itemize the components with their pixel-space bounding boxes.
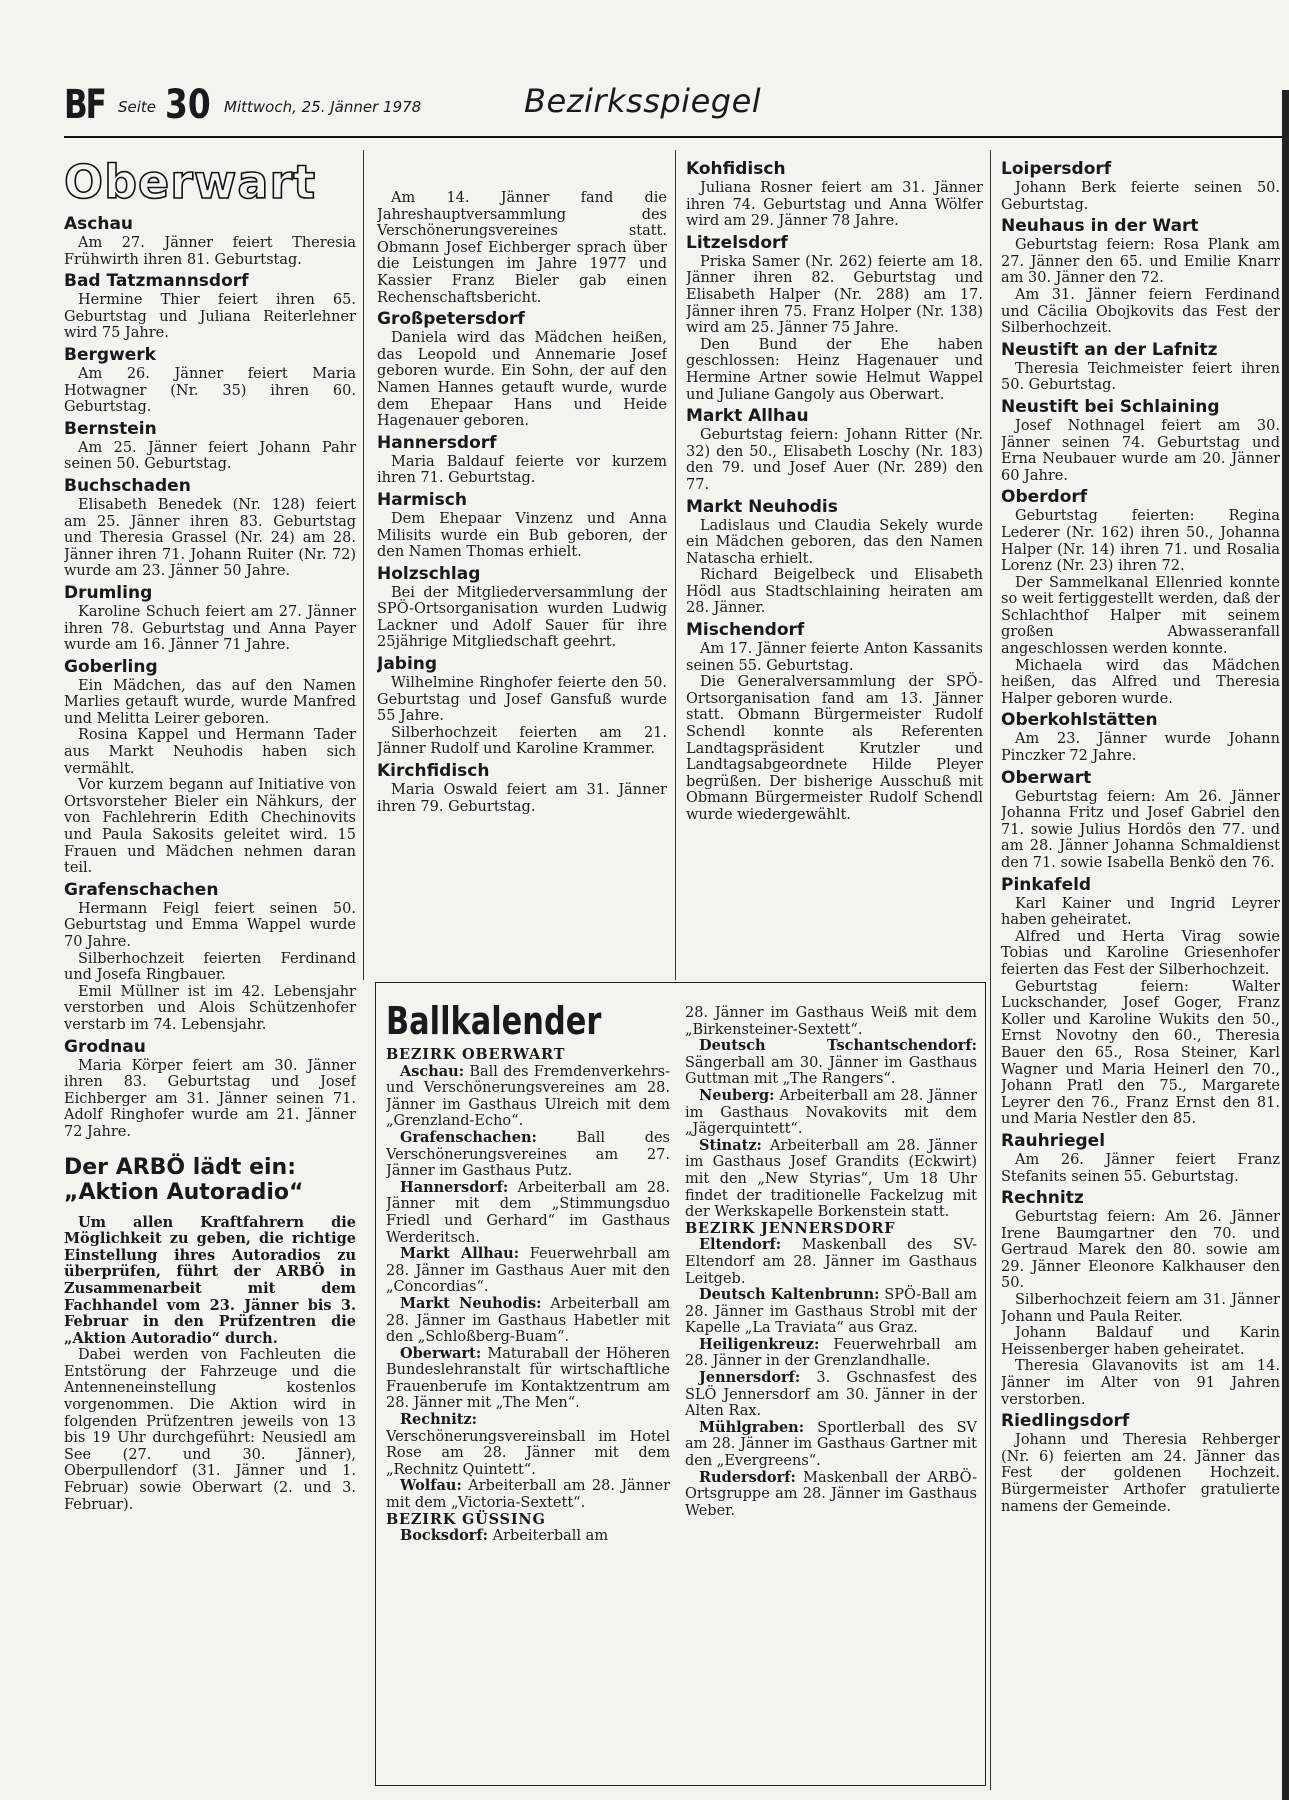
- place-heading: Rauhriegel: [1001, 1130, 1106, 1151]
- place-heading: Kirchfidisch: [377, 761, 490, 782]
- newspaper-logo: BF: [64, 82, 105, 128]
- column-3: [686, 156, 983, 976]
- news-paragraph: Am 17. Jänner feierte Anton Kassanits seinen 55. Geburtstag.: [686, 641, 983, 674]
- news-paragraph: Karl Kainer und Ingrid Leyrer haben geheiratet.: [1001, 895, 1280, 929]
- issue-date: Mittwoch, 25. Jänner 1978: [224, 98, 422, 116]
- ballkalender-title: Ballkalender: [386, 999, 602, 1043]
- place-heading: Bernstein: [64, 418, 157, 439]
- news-paragraph: Silberhochzeit feierten am 21. Jänner Rudolf und Karoline Krammer.: [377, 724, 667, 758]
- place-heading: Aschau: [64, 214, 134, 234]
- place-heading: Markt Neuhodis: [686, 496, 838, 517]
- place-heading: Markt Allhau: [686, 406, 809, 427]
- event-place: Aschau:: [400, 1062, 465, 1080]
- news-paragraph: Silberhochzeit feiern am 31. Jänner Johann und Paula Reiter.: [1001, 1292, 1280, 1325]
- news-paragraph: Emil Müllner ist im 42. Lebensjahr verstorben und Alois Schützenhofer verstarb im 74. Lebensjahr.: [64, 983, 356, 1033]
- event-text: Arbeiterball am 28. Jänner im Gasthaus Josef Grandits (Eckwirt) mit den „New Styrias“, Um 18 Uhr findet der traditionelle Fackelzug mit der Werkskapelle Borkenstein statt.: [685, 1137, 977, 1221]
- ballkalender-right: [685, 1005, 977, 1781]
- news-paragraph: Bei der Mitgliederversammlung der SPÖ-Ortsorganisation wurden Ludwig Lackner und Adolf Sauer für ihre 25jährige Mitgliedschaft geehrt.: [377, 584, 667, 651]
- event-text: Sängerball am 30. Jänner im Gasthaus Guttman mit „The Rangers“.: [685, 1054, 977, 1088]
- ball-event: [386, 1346, 670, 1412]
- ball-event: [386, 1412, 670, 1478]
- place-heading: Hannersdorf: [377, 432, 497, 453]
- place-heading: Neuhaus in der Wart: [1001, 216, 1199, 237]
- news-paragraph: Theresia Teichmeister feiert ihren 50. Geburtstag.: [1001, 360, 1280, 394]
- event-place: Rudersdorf:: [699, 1468, 796, 1486]
- event-place: Rechnitz:: [400, 1411, 477, 1429]
- event-text: Maturaball der Höheren Bundeslehranstalt für wirtschaftliche Frauenberufe im Kontaktzentrum am 28. Jänner mit „The Men“.: [386, 1345, 670, 1412]
- news-paragraph: Josef Nothnagel feiert am 30. Jänner seinen 74. Geburtstag und Erna Neubauer wurde am 20. Jänner 60 Jahre.: [1001, 417, 1280, 484]
- news-paragraph: Theresia Glavanovits ist am 14. Jänner im Alter von 91 Jahren verstorben.: [1001, 1358, 1280, 1408]
- news-paragraph: Juliana Rosner feiert am 31. Jänner ihren 74. Geburtstag und Anna Wölfer wird am 29. Jänner 78 Jahre.: [686, 180, 983, 230]
- page-label: Seite: [118, 98, 157, 116]
- district-subheading: BEZIRK JENNERSDORF: [685, 1219, 896, 1237]
- event-text: Arbeiterball am: [492, 1528, 609, 1545]
- event-place: Neuberg:: [699, 1086, 775, 1104]
- event-place: Mühlgraben:: [699, 1418, 805, 1436]
- news-paragraph: Michaela wird das Mädchen heißen, das Alfred und Theresia Halper geboren wurde.: [1001, 657, 1280, 707]
- event-place: Oberwart:: [400, 1344, 482, 1362]
- event-text: SPÖ-Ball am 28. Jänner im Gasthaus Strobl mit der Kapelle „La Traviata“ aus Graz.: [685, 1287, 977, 1337]
- event-text: Feuerwehrball am 28. Jänner im Gasthaus Auer mit den „Concordias“.: [386, 1246, 670, 1296]
- ball-event: [685, 1138, 977, 1221]
- news-paragraph: Priska Samer (Nr. 262) feierte am 18. Jänner ihren 82. Geburtstag und Elisabeth Halper (Nr. 288) am 17. Jänner ihren 75. Franz Holper (Nr. 138) wird am 25. Jänner 75 Jahre.: [686, 253, 983, 337]
- event-text: Feuerwehrball am 28. Jänner in der Grenzlandhalle.: [685, 1336, 977, 1370]
- place-heading: Jabing: [377, 654, 438, 675]
- page-header: [64, 82, 1274, 126]
- ball-event: [685, 1470, 977, 1520]
- place-heading: Riedlingsdorf: [1001, 1411, 1130, 1432]
- news-paragraph: Elisabeth Benedek (Nr. 128) feiert am 25. Jänner ihren 83. Geburtstag und Theresia Grassel (Nr. 24) am 28. Jänner ihren 71. Johann Ruiter (Nr. 72) wurde am 23. Jänner 50 Jahre.: [64, 496, 356, 580]
- event-text: Sportlerball des SV am 28. Jänner im Gasthaus Gartner mit den „Evergreens“.: [685, 1419, 977, 1470]
- news-paragraph: Daniela wird das Mädchen heißen, das Leopold und Annemarie Josef geboren wurde. Ein Sohn, der auf den Namen Hannes getauft wurde, wurde dem Ehepaar Hans und Heide Hagenauer geboren.: [377, 330, 667, 430]
- ballkalender-left: [386, 989, 670, 1779]
- place-heading: Harmisch: [377, 489, 467, 510]
- entries: [1001, 159, 1280, 1515]
- news-paragraph: Geburtstag feiern: Walter Luckschander, Josef Goger, Franz Koller und Karoline Wukits den 50., Ernst Novotny den 60., Theresia Bauer den 65., Rosa Steiner, Karl Wagner und Maria Heinerl den 70., Johann Pratl den 75., Margarete Leyrer den 76., Franz Ernst den 81. und Maria Nestler den 85.: [1001, 978, 1280, 1128]
- district-title: Oberwart: [64, 156, 317, 209]
- place-heading: Oberkohlstätten: [1001, 710, 1158, 731]
- event-place: Hannersdorf:: [400, 1178, 509, 1196]
- event-place: Jennersdorf:: [699, 1369, 801, 1387]
- column-oberwart: [64, 156, 356, 1796]
- news-paragraph: Johann Baldauf und Karin Heissenberger haben geheiratet.: [1001, 1325, 1280, 1358]
- news-paragraph: Den Bund der Ehe haben geschlossen: Heinz Hagenauer und Hermine Artner sowie Helmut Wappel und Juliane Gangoly aus Oberwart.: [686, 336, 983, 403]
- place-heading: Bergwerk: [64, 344, 156, 365]
- news-paragraph: Hermann Feigl feiert seinen 50. Geburtstag und Emma Wappel wurde 70 Jahre.: [64, 900, 356, 950]
- news-paragraph: Der Sammelkanal Ellenried konnte so weit fertiggestellt werden, daß der Schlachthof Halper mit seinem großen Abwasseranfall angeschlossen werden konnte.: [1001, 574, 1280, 658]
- intro-paragraph: Am 14. Jänner fand die Jahreshauptversammlung des Verschönerungsvereines statt. Obmann Josef Eichberger sprach über die Leistungen im Jahre 1977 und Kassier Franz Bieler gab einen Rechenschaftsbericht.: [377, 190, 667, 306]
- column-divider: [675, 150, 676, 980]
- place-heading: Grodnau: [64, 1036, 146, 1057]
- place-heading: Kohfidisch: [686, 159, 786, 179]
- news-paragraph: Am 23. Jänner wurde Johann Pinczker 72 Jahre.: [1001, 731, 1280, 765]
- news-paragraph: Geburtstag feierten: Regina Lederer (Nr. 162) ihren 50., Johanna Halper (Nr. 14) ihren 71. und Rosalia Lorenz (Nr. 23) ihren 72.: [1001, 508, 1280, 575]
- ball-event: [386, 1296, 670, 1346]
- place-heading: Litzelsdorf: [686, 232, 788, 253]
- event-place: Deutsch Kaltenbrunn:: [699, 1286, 880, 1304]
- place-heading: Holzschlag: [377, 563, 481, 584]
- event-text: Arbeiterball am 28. Jänner mit dem „Stimmungsduo Friedl und Gerhard“ im Gasthaus Werderitsch.: [386, 1179, 670, 1246]
- ball-event-continued: 28. Jänner im Gasthaus Weiß mit dem „Birkensteiner-Sextett“.: [685, 1005, 977, 1038]
- place-heading: Mischendorf: [686, 620, 805, 641]
- event-place: Deutsch Tschantschendorf:: [699, 1037, 977, 1055]
- event-place: Heiligenkreuz:: [699, 1335, 820, 1353]
- page-number: 30: [165, 82, 211, 128]
- event-text: Ball des Fremdenverkehrs- und Verschönerungsvereines am 28. Jänner im Gasthaus Ulreich mit dem „Grenzland-Echo“.: [386, 1063, 670, 1130]
- place-heading: Großpetersdorf: [377, 309, 525, 330]
- event-place: Stinatz:: [699, 1136, 762, 1154]
- district-subheading: BEZIRK OBERWART: [386, 1046, 566, 1063]
- event-place: Wolfau:: [400, 1477, 462, 1495]
- arbo-body: Dabei werden von Fachleuten die Entstörung der Fahrzeuge und die Antenneneinstellung kostenlos vorgenommen. Die Aktion wird in folgenden Prüfzentren jeweils von 13 bis 19 Uhr durchgeführt: Neusiedl am See (27. und 30. Jänner), Oberpullendorf (31. Jänner und 1. Februar) sowie Oberwart (2. und 3. Februar).: [64, 1347, 356, 1513]
- header-rule: [64, 136, 1282, 138]
- news-paragraph: Am 25. Jänner feiert Johann Pahr seinen 50. Geburtstag.: [64, 439, 356, 473]
- column-2: [377, 190, 667, 975]
- column-divider: [363, 150, 364, 980]
- place-heading: Pinkafeld: [1001, 874, 1092, 895]
- ball-event: [386, 1246, 670, 1296]
- news-paragraph: Karoline Schuch feiert am 27. Jänner ihren 78. Geburtstag und Anna Payer wurde am 16. Jänner 71 Jahre.: [64, 603, 356, 654]
- news-paragraph: Ein Mädchen, das auf den Namen Marlies getauft wurde, wurde Manfred und Melitta Leirer geboren.: [64, 677, 356, 727]
- news-paragraph: Richard Beigelbeck und Elisabeth Hödl aus Stadtschlaining heiraten am 28. Jänner.: [686, 567, 983, 617]
- column-4: [1001, 156, 1280, 1796]
- news-paragraph: Maria Baldauf feierte vor kurzem ihren 71. Geburtstag.: [377, 453, 667, 487]
- event-text: Arbeiterball am 28. Jänner mit dem „Victoria-Sextett“.: [386, 1478, 670, 1512]
- news-paragraph: Geburtstag feiern: Am 26. Jänner Johanna Fritz und Josef Gabriel den 71. sowie Julius Hordös den 77. und am 28. Jänner Johanna Schmaldienst den 71. sowie Isabella Benkö den 76.: [1001, 788, 1280, 871]
- news-paragraph: Hermine Thier feiert ihren 65. Geburtstag und Juliana Reiterlehner wird 75 Jahre.: [64, 292, 356, 342]
- place-heading: Loipersdorf: [1001, 159, 1112, 179]
- news-paragraph: Dem Ehepaar Vinzenz und Anna Milisits wurde ein Bub geboren, der den Namen Thomas erhielt.: [377, 510, 667, 561]
- place-heading: Bad Tatzmannsdorf: [64, 271, 249, 292]
- arbo-lead: Um allen Kraftfahrern die Möglichkeit zu geben, die richtige Einstellung ihres Autoradios zu überprüfen, führt der ARBÖ in Zusammenarbeit mit dem Fachhandel vom 23. Jänner bis 3. Februar in den Prüfzentren die „Aktion Autoradio“ durch.: [64, 1213, 356, 1347]
- section-title: Bezirksspiegel: [524, 82, 762, 120]
- event-place: Markt Neuhodis:: [400, 1294, 542, 1312]
- place-heading: Neustift bei Schlaining: [1001, 396, 1220, 417]
- event-text: Arbeiterball am 28. Jänner im Gasthaus Habetler mit den „Schloßberg-Buam“.: [386, 1295, 670, 1346]
- news-paragraph: Johann und Theresia Rehberger (Nr. 6) feierten am 24. Jänner das Fest der goldenen Hochzeit. Bürgermeister Arthofer gratulierte namens der Gemeinde.: [1001, 1432, 1280, 1515]
- page-edge-bar: [1282, 90, 1289, 1800]
- news-paragraph: Am 26. Jänner feiert Maria Hotwagner (Nr. 35) ihren 60. Geburtstag.: [64, 365, 356, 416]
- event-text: Arbeiterball am 28. Jänner im Gasthaus Novakovits mit dem „Jägerquintett“.: [685, 1087, 977, 1138]
- news-paragraph: Am 26. Jänner feiert Franz Stefanits seinen 55. Geburtstag.: [1001, 1151, 1280, 1185]
- event-place: Eltendorf:: [699, 1236, 782, 1254]
- news-paragraph: Maria Körper feiert am 30. Jänner ihren 83. Geburtstag und Josef Eichberger am 31. Jänner seinen 71. Adolf Ringhofer wurde am 21. Jänner 72 Jahre.: [64, 1057, 356, 1140]
- news-paragraph: Geburtstag feiern: Rosa Plank am 27. Jänner den 65. und Emilie Knarr am 30. Jänner den 72.: [1001, 237, 1280, 287]
- news-paragraph: Rosina Kappel und Hermann Tader aus Markt Neuhodis haben sich vermählt.: [64, 727, 356, 777]
- ball-event: [386, 1528, 670, 1545]
- event-text: Ball des Verschönerungsvereines am 27. Jänner im Gasthaus Putz.: [386, 1129, 670, 1180]
- place-heading: Buchschaden: [64, 475, 191, 496]
- news-paragraph: Ladislaus und Claudia Sekely wurde ein Mädchen geboren, das den Namen Natascha erhielt.: [686, 517, 983, 567]
- event-text: 3. Gschnasfest des SLÖ Jennersdorf am 30. Jänner in der Alten Rax.: [685, 1370, 977, 1420]
- news-paragraph: Geburtstag feiern: Johann Ritter (Nr. 32) den 50., Elisabeth Loschy (Nr. 183) den 79. und Josef Auer (Nr. 289) den 77.: [686, 427, 983, 493]
- event-text: Verschönerungsvereinsball im Hotel Rose am 28. Jänner mit dem „Rechnitz Quintett“.: [386, 1428, 670, 1478]
- event-text: Maskenball des SV-Eltendorf am 28. Jänner im Gasthaus Leitgeb.: [685, 1237, 977, 1287]
- place-heading: Oberdorf: [1001, 487, 1088, 508]
- ball-event: [386, 1478, 670, 1511]
- ballkalender-box: [375, 982, 986, 1786]
- news-paragraph: Alfred und Herta Virag sowie Tobias und Karoline Griesenhofer feierten das Fest der Silberhochzeit.: [1001, 928, 1280, 978]
- event-place: Bocksdorf:: [400, 1527, 489, 1545]
- ball-event: [685, 1337, 977, 1370]
- news-paragraph: Vor kurzem begann auf Initiative von Ortsvorsteher Bieler ein Nähkurs, der von Fachlehrerin Edith Chechinovits und Paula Sakosits geleitet wird. 15 Frauen und Mädchen nehmen daran teil.: [64, 777, 356, 877]
- place-heading: Rechnitz: [1001, 1188, 1084, 1209]
- place-heading: Drumling: [64, 582, 153, 603]
- news-paragraph: Silberhochzeit feierten Ferdinand und Josefa Ringbauer.: [64, 950, 356, 984]
- ball-event: [386, 1130, 670, 1180]
- ball-event: [685, 1038, 977, 1088]
- column-divider: [990, 150, 991, 1790]
- news-paragraph: Am 31. Jänner feiern Ferdinand und Cäcilia Obojkovits das Fest der Silberhochzeit.: [1001, 286, 1280, 337]
- news-paragraph: Wilhelmine Ringhofer feierte den 50. Geburtstag und Josef Gansfuß wurde 55 Jahre.: [377, 675, 667, 725]
- ball-list: [685, 1005, 977, 1519]
- news-paragraph: Die Generalversammlung der SPÖ-Ortsorganisation fand am 13. Jänner statt. Obmann Bürgermeister Rudolf Schendl konnte als Referenten Landtagspräsident Krutzler und Landtagsabgeordnete Hilde Pleyer begrüßen. Der bisherige Ausschuß mit Obmann Bürgermeister Rudolf Schendl wurde wiedergewählt.: [686, 674, 983, 823]
- event-place: Grafenschachen:: [400, 1128, 537, 1146]
- entries: [686, 159, 983, 824]
- place-heading: Goberling: [64, 656, 158, 677]
- news-paragraph: Geburtstag feiern: Am 26. Jänner Irene Baumgartner den 70. und Gertraud Marek den 80. sowie am 29. Jänner Eleonore Kalkhauser den 50.: [1001, 1209, 1280, 1292]
- ball-event: [685, 1287, 977, 1337]
- ball-event: [685, 1237, 977, 1287]
- district-subheading: BEZIRK GÜSSING: [386, 1510, 546, 1528]
- news-paragraph: Maria Oswald feiert am 31. Jänner ihren 79. Geburtstag.: [377, 782, 667, 815]
- ball-event: [386, 1180, 670, 1246]
- place-heading: Neustift an der Lafnitz: [1001, 339, 1218, 360]
- ball-list: [386, 1047, 670, 1545]
- ball-event: [685, 1088, 977, 1138]
- ball-event: [685, 1370, 977, 1420]
- arbo-heading: Der ARBÖ lädt ein: „Aktion Autoradio“: [64, 1154, 304, 1205]
- place-heading: Oberwart: [1001, 767, 1092, 788]
- ball-event: [386, 1064, 670, 1130]
- entries: [377, 309, 667, 815]
- entries: [64, 214, 356, 1141]
- event-text: Maskenball der ARBÖ-Ortsgruppe am 28. Jänner im Gasthaus Weber.: [685, 1469, 977, 1519]
- place-heading: Grafenschachen: [64, 879, 219, 900]
- news-paragraph: Johann Berk feierte seinen 50. Geburtstag.: [1001, 180, 1280, 213]
- news-paragraph: Am 27. Jänner feiert Theresia Frühwirth ihren 81. Geburtstag.: [64, 235, 356, 268]
- event-place: Markt Allhau:: [400, 1245, 520, 1263]
- ball-event: [685, 1420, 977, 1470]
